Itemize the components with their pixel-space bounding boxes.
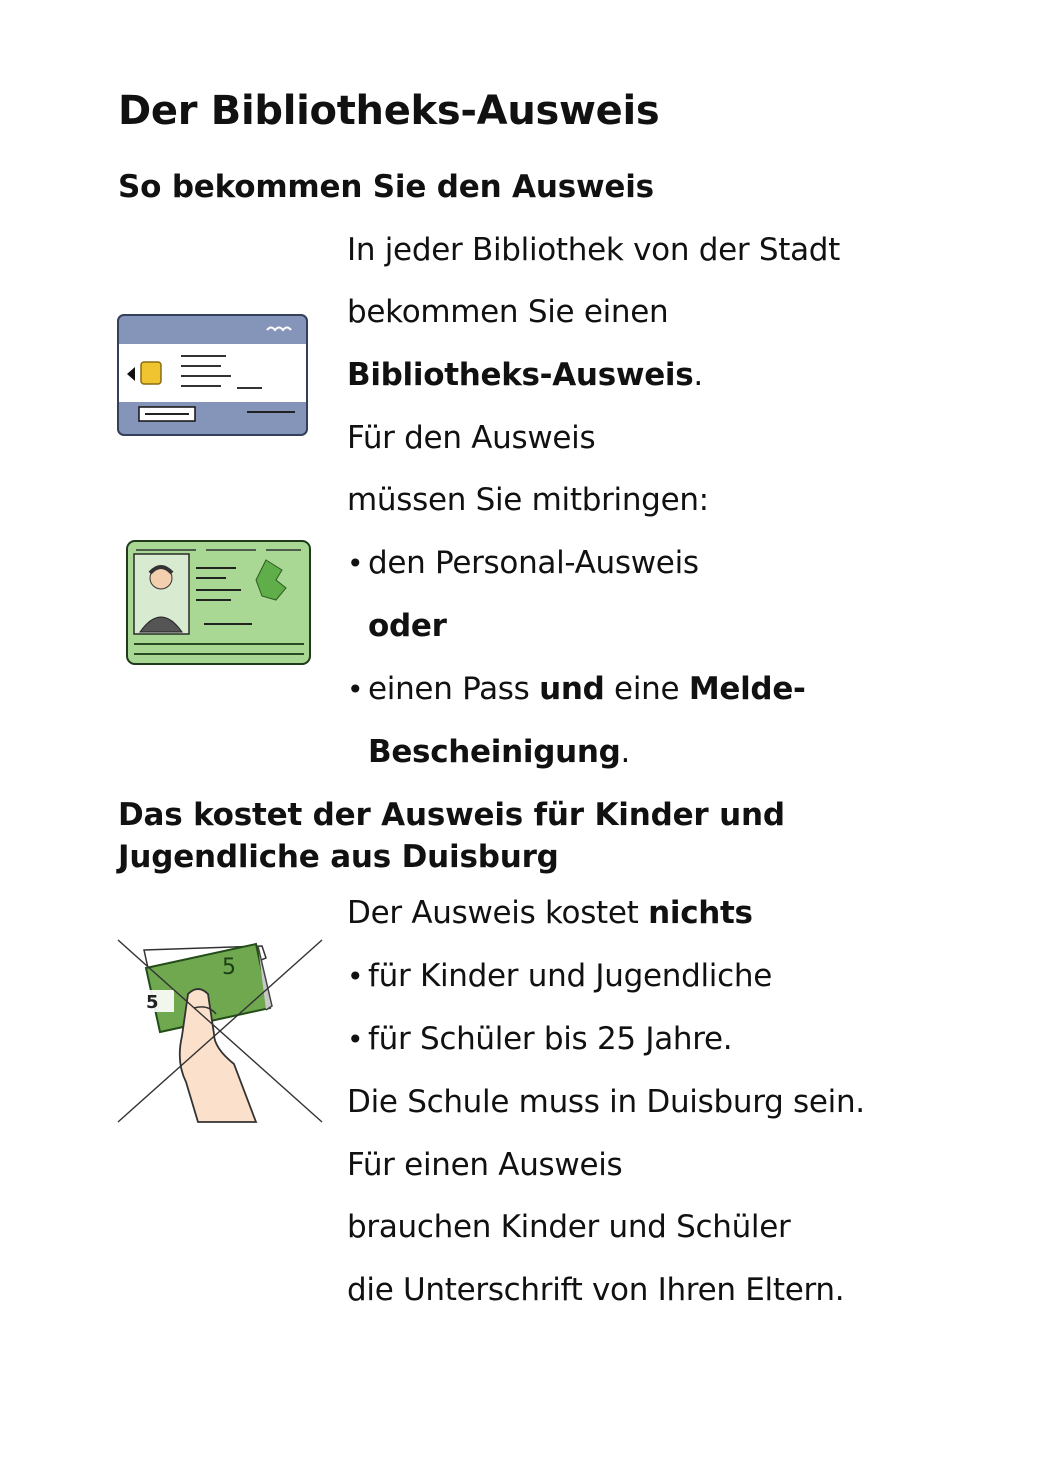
section-heading-cost [118, 794, 785, 878]
text-line: In jeder Bibliothek von der Stadt [347, 232, 841, 268]
bold-term: und [539, 671, 605, 707]
bullet-icon: • [347, 547, 364, 580]
heading-line: Jugendliche aus Duisburg [118, 839, 559, 875]
bullet-icon: • [347, 1023, 364, 1056]
text-part: einen Pass [368, 671, 540, 707]
no-money-icon [116, 938, 326, 1130]
text-line: brauchen Kinder und Schüler [347, 1209, 791, 1245]
text-line [347, 355, 703, 395]
page-title: Der Bibliotheks-Ausweis [118, 88, 660, 134]
library-card-icon [117, 314, 309, 442]
punct: . [693, 357, 703, 393]
list-item-text: für Schüler bis 25 Jahre. [368, 1021, 733, 1057]
list-item [347, 1019, 732, 1060]
text-line [347, 893, 753, 933]
list-item [347, 956, 772, 997]
list-item-text: den Personal-Ausweis [368, 545, 699, 581]
text-line: Für den Ausweis [347, 420, 596, 456]
text-line: müssen Sie mitbringen: [347, 482, 709, 518]
list-item [347, 543, 699, 584]
bold-term: Bibliotheks-Ausweis [347, 357, 694, 393]
text-line: Die Schule muss in Duisburg sein. [347, 1084, 865, 1120]
bullet-icon: • [347, 960, 364, 993]
svg-text:5: 5 [146, 992, 159, 1013]
text-part: eine [604, 671, 689, 707]
svg-text:5: 5 [222, 955, 236, 980]
bold-term: Melde- [688, 671, 806, 707]
text-line: Für einen Ausweis [347, 1147, 623, 1183]
bold-term: nichts [648, 895, 753, 931]
list-item-text: für Kinder und Jugendliche [368, 958, 772, 994]
text-line: bekommen Sie einen [347, 294, 669, 330]
text-line: die Unterschrift von Ihren Eltern. [347, 1272, 845, 1308]
text-line [368, 732, 630, 772]
list-item [347, 669, 806, 710]
heading-line: Das kostet der Ausweis für Kinder und [118, 797, 785, 833]
text-part: Der Ausweis kostet [347, 895, 649, 931]
text-line: oder [368, 608, 447, 644]
punct: . [620, 734, 631, 770]
section-heading-get-card: So bekommen Sie den Ausweis [118, 169, 654, 205]
bold-term: Bescheinigung [368, 734, 621, 770]
bullet-icon: • [347, 673, 364, 706]
id-card-icon [126, 540, 312, 670]
